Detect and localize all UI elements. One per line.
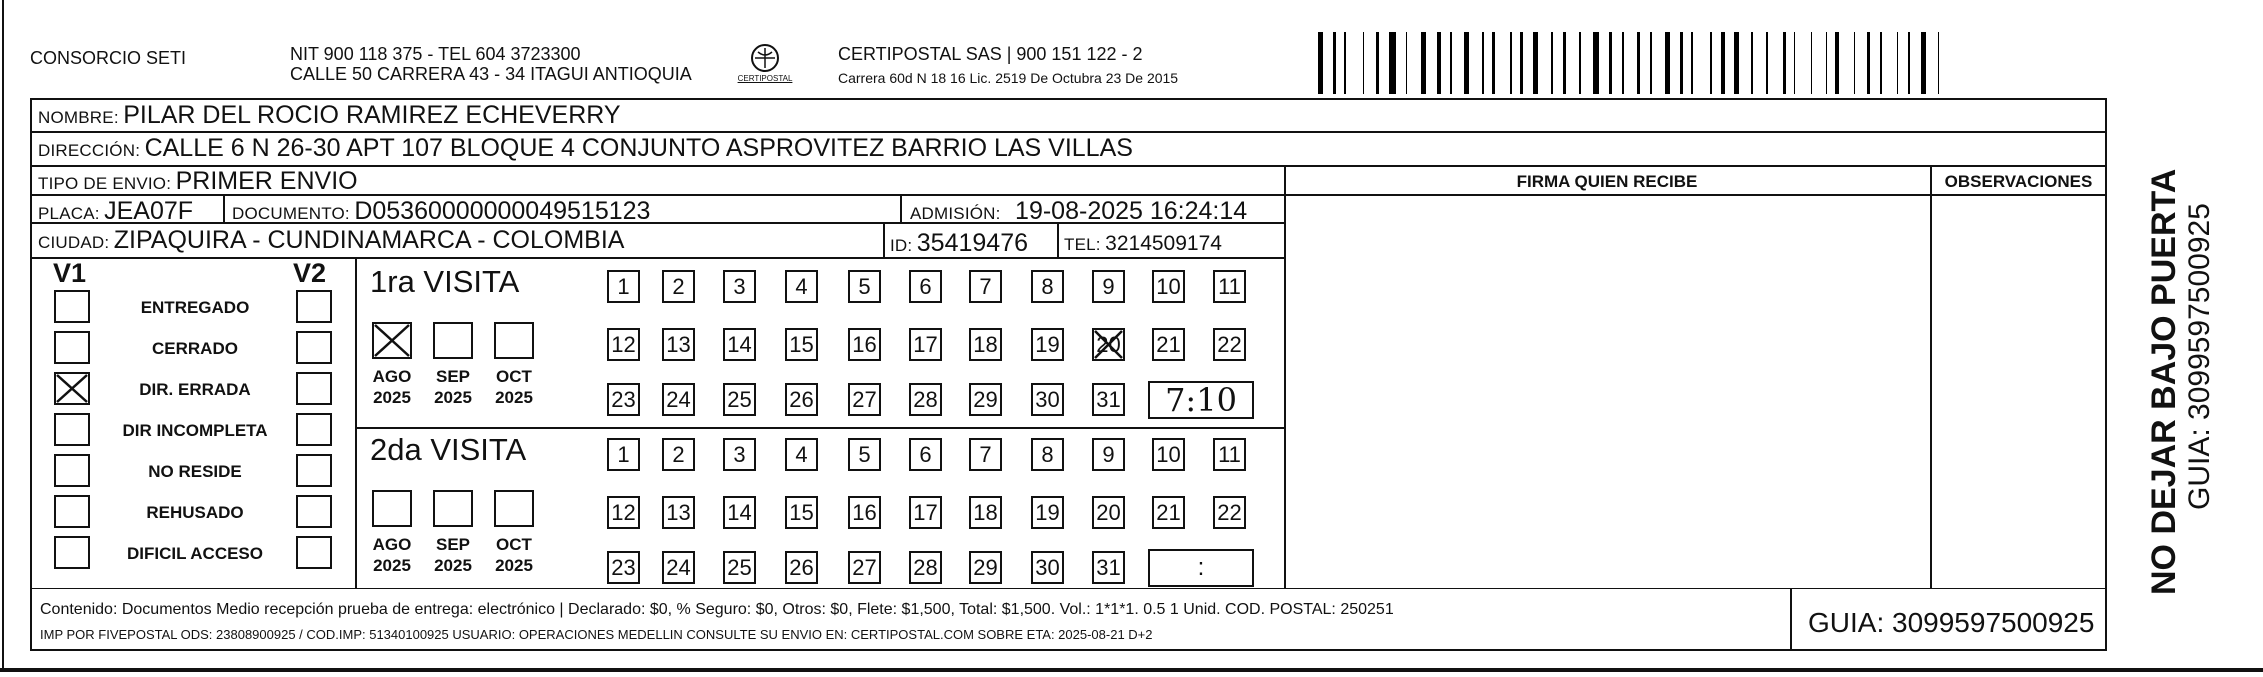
id-label: ID: — [890, 236, 913, 255]
second-visit-day-box[interactable]: 22 — [1213, 496, 1246, 529]
tel-label: TEL: — [1064, 235, 1101, 254]
logo-text: CERTIPOSTAL — [737, 74, 793, 83]
barcode-bar — [1716, 32, 1719, 94]
barcode-bar — [1544, 32, 1546, 94]
first-visit-month-checkbox[interactable] — [433, 322, 473, 359]
first-visit-day-box[interactable]: 16 — [848, 328, 881, 361]
status-label: NO RESIDE — [148, 462, 242, 481]
ciudad-label: CIUDAD: — [38, 233, 110, 252]
barcode-bar — [1352, 32, 1357, 94]
barcode-bar — [1622, 32, 1624, 94]
first-visit-day-box[interactable]: 6 — [909, 270, 942, 303]
v1-label: V1 — [53, 258, 87, 288]
barcode-bar — [1603, 32, 1605, 94]
x-mark-icon — [1092, 328, 1125, 361]
first-visit-day-box[interactable]: 11 — [1213, 270, 1246, 303]
ciudad-field — [38, 226, 624, 255]
second-visit-day-box[interactable]: 16 — [848, 496, 881, 529]
day-number: 20 — [1096, 332, 1121, 357]
company-name: CONSORCIO SETI — [30, 48, 187, 68]
barcode-bar — [1921, 32, 1926, 94]
second-visit-day-box[interactable]: 5 — [848, 438, 881, 471]
barcode-bar — [1458, 32, 1460, 94]
month-year: 2025 — [434, 388, 472, 407]
x-mark-icon — [54, 372, 90, 405]
second-visit-day-box[interactable]: 21 — [1152, 496, 1185, 529]
second-visit-day-box[interactable]: 11 — [1213, 438, 1246, 471]
barcode-bar — [1555, 32, 1558, 94]
second-visit-day-box[interactable]: 14 — [723, 496, 756, 529]
barcode — [1318, 32, 1953, 94]
first-visit-day-box[interactable]: 12 — [607, 328, 640, 361]
v1-status-checkbox[interactable] — [54, 331, 90, 364]
second-visit-month-checkbox[interactable] — [494, 490, 534, 527]
barcode-bar — [1333, 32, 1336, 94]
visit-row-divider — [355, 427, 1284, 429]
barcode-bar — [1533, 32, 1538, 94]
contenido-line: Contenido: Documentos Medio recepción prueba de entrega: electrónico | Declarado: $0, % Seguro: $0, Otros: $0, Flete: $1,500, Total: $1,500. Vol.: 1*1*1. 0.5 1 Unid. COD. POSTAL: 250251 — [40, 601, 1394, 618]
barcode-bar — [1450, 32, 1452, 94]
second-visit-day-box[interactable]: 29 — [969, 551, 1002, 584]
firma-header: FIRMA QUIEN RECIBE — [1516, 172, 1698, 191]
month-year: 2025 — [373, 388, 411, 407]
tel-value: 3214509174 — [1105, 232, 1222, 255]
first-visit-day-box[interactable]: 18 — [969, 328, 1002, 361]
barcode-bar — [1318, 32, 1323, 94]
first-visit-time-box[interactable]: 7:10 — [1148, 381, 1254, 419]
first-visit-day-box[interactable]: 24 — [662, 383, 695, 416]
barcode-bar — [1482, 32, 1484, 94]
barcode-bar — [1579, 32, 1581, 94]
v1-status-checkbox[interactable] — [54, 413, 90, 446]
barcode-bar — [1650, 32, 1652, 94]
nombre-field — [38, 101, 621, 130]
v1-status-checkbox[interactable] — [54, 495, 90, 528]
barcode-bar — [1402, 32, 1404, 94]
month-year: 2025 — [495, 556, 533, 575]
first-visit-day-box[interactable]: 26 — [785, 383, 818, 416]
documento-value: D05360000000049515123 — [354, 197, 651, 225]
first-visit-month-label — [423, 366, 483, 408]
first-visit-day-box[interactable]: 7 — [969, 270, 1002, 303]
second-visit-day-box[interactable]: 18 — [969, 496, 1002, 529]
barcode-bar — [1685, 32, 1687, 94]
second-visit-day-box[interactable]: 30 — [1031, 551, 1064, 584]
second-visit-time-box[interactable]: : — [1148, 549, 1254, 587]
first-visit-day-box[interactable]: 19 — [1031, 328, 1064, 361]
tipo-value: PRIMER ENVIO — [175, 167, 358, 195]
barcode-bar — [1646, 32, 1648, 94]
barcode-bar — [1637, 32, 1640, 94]
placa-value: JEA07F — [104, 197, 194, 225]
first-visit-day-box[interactable]: 3 — [723, 270, 756, 303]
v2-status-checkbox[interactable] — [296, 372, 332, 405]
v2-status-checkbox[interactable] — [296, 331, 332, 364]
first-visit-day-box[interactable]: 13 — [662, 328, 695, 361]
month-year: 2025 — [495, 388, 533, 407]
barcode-bar — [1628, 32, 1633, 94]
barcode-bar — [1563, 32, 1566, 94]
barcode-bar — [1570, 32, 1575, 94]
second-visit-day-box[interactable]: 26 — [785, 551, 818, 584]
barcode-bar — [1527, 32, 1529, 94]
barcode-bar — [1811, 32, 1813, 94]
page-bottom-rule — [0, 668, 2263, 672]
documento-label: DOCUMENTO: — [232, 204, 350, 223]
x-mark-icon — [372, 322, 412, 359]
first-visit-day-box[interactable]: 14 — [723, 328, 756, 361]
barcode-bar — [1492, 32, 1495, 94]
barcode-bar — [1609, 32, 1612, 94]
direccion-value: CALLE 6 N 26-30 APT 107 BLOQUE 4 CONJUNTO ASPROVITEZ BARRIO LAS VILLAS — [144, 134, 1133, 162]
barcode-bar — [1880, 32, 1882, 94]
barcode-bar — [1897, 32, 1899, 94]
second-visit-day-box[interactable]: 24 — [662, 551, 695, 584]
v1-status-checkbox[interactable] — [54, 372, 90, 405]
barcode-bar — [1674, 32, 1676, 94]
tipo-label: TIPO DE ENVIO: — [38, 174, 172, 193]
barcode-bar — [1338, 32, 1340, 94]
address-line: CALLE 50 CARRERA 43 - 34 ITAGUI ANTIOQUIA — [290, 64, 692, 84]
v1-status-checkbox[interactable] — [54, 536, 90, 569]
first-visit-day-box[interactable]: 4 — [785, 270, 818, 303]
license-line: Carrera 60d N 18 16 Lic. 2519 De Octubra 23 De 2015 — [838, 70, 1179, 86]
footer-guia-divider — [1790, 589, 1792, 651]
barcode-bar — [1872, 32, 1875, 94]
barcode-bar — [1801, 32, 1806, 94]
barcode-bar — [1376, 32, 1379, 94]
nombre-label: NOMBRE: — [38, 108, 119, 127]
barcode-bar — [1888, 32, 1893, 94]
second-visit-day-box[interactable]: 12 — [607, 496, 640, 529]
barcode-bar — [1783, 32, 1786, 94]
v1-status-checkbox[interactable] — [54, 290, 90, 323]
side-guia: GUIA: 3099597500925 — [2183, 203, 2216, 510]
first-visit-day-box[interactable] — [1092, 328, 1125, 361]
barcode-bar — [1445, 32, 1448, 94]
barcode-bar — [1902, 32, 1905, 94]
direccion-label: DIRECCIÓN: — [38, 141, 141, 160]
barcode-bar — [1816, 32, 1819, 94]
v2-status-checkbox[interactable] — [296, 290, 332, 323]
imp-line: IMP POR FIVEPOSTAL ODS: 23808900925 / COD.IMP: 51340100925 USUARIO: OPERACIONES MEDELLIN CONSULTE SU ENVIO EN: CERTIPOSTAL.COM SOBRE ETA: 2025-08-21 D+2 — [40, 627, 1153, 642]
barcode-bar — [1867, 32, 1870, 94]
observaciones-header: OBSERVACIONES — [1944, 172, 2093, 191]
second-visit-month-checkbox[interactable] — [372, 490, 412, 527]
nombre-value: PILAR DEL ROCIO RAMIREZ ECHEVERRY — [123, 101, 621, 129]
barcode-bar — [1757, 32, 1760, 94]
barcode-bar — [1656, 32, 1659, 94]
second-visit-day-box[interactable]: 20 — [1092, 496, 1125, 529]
month-name: OCT — [496, 535, 532, 554]
first-visit-month-checkbox[interactable] — [372, 322, 412, 359]
first-visit-day-box[interactable]: 23 — [607, 383, 640, 416]
first-visit-day-box[interactable]: 2 — [662, 270, 695, 303]
first-visit-day-box[interactable]: 31 — [1092, 383, 1125, 416]
second-visit-day-box[interactable]: 19 — [1031, 496, 1064, 529]
barcode-bar — [1861, 32, 1863, 94]
cell-divider — [223, 194, 225, 222]
first-visit-day-box[interactable]: 30 — [1031, 383, 1064, 416]
barcode-bar — [1835, 32, 1838, 94]
barcode-bar — [1794, 32, 1796, 94]
barcode-bar — [1585, 32, 1587, 94]
status-label: DIR INCOMPLETA — [122, 421, 268, 440]
status-label: ENTREGADO — [140, 298, 250, 317]
first-visit-day-box[interactable]: 25 — [723, 383, 756, 416]
second-visit-day-box[interactable]: 25 — [723, 551, 756, 584]
second-visit-day-box[interactable]: 27 — [848, 551, 881, 584]
month-name: AGO — [372, 367, 412, 386]
second-visit-day-box[interactable]: 2 — [662, 438, 695, 471]
barcode-bar — [1510, 32, 1512, 94]
row-divider — [30, 222, 1284, 224]
barcode-bar — [1363, 32, 1365, 94]
first-visit-month-label — [362, 366, 422, 408]
barcode-bar — [1751, 32, 1753, 94]
first-visit-day-box[interactable]: 27 — [848, 383, 881, 416]
barcode-bar — [1411, 32, 1414, 94]
barcode-bar — [1327, 32, 1329, 94]
barcode-bar — [1432, 32, 1434, 94]
second-visit-day-box[interactable]: 9 — [1092, 438, 1125, 471]
status-label: REHUSADO — [146, 503, 244, 522]
barcode-bar — [1464, 32, 1469, 94]
first-visit-day-box[interactable]: 21 — [1152, 328, 1185, 361]
status-label: DIFICIL ACCESO — [126, 544, 263, 563]
barcode-bar — [1734, 32, 1739, 94]
month-name: AGO — [372, 535, 412, 554]
barcode-bar — [1344, 32, 1346, 94]
barcode-bar — [1383, 32, 1385, 94]
barcode-bar — [1368, 32, 1371, 94]
barcode-bar — [1745, 32, 1747, 94]
admision-value: 19-08-2025 16:24:14 — [1015, 197, 1248, 225]
barcode-bar — [1843, 32, 1848, 94]
first-visit-day-box[interactable]: 29 — [969, 383, 1002, 416]
first-visit-day-box[interactable]: 28 — [909, 383, 942, 416]
barcode-bar — [1593, 32, 1600, 94]
barcode-bar — [1826, 32, 1828, 94]
cell-divider — [900, 194, 902, 222]
barcode-bar — [1943, 32, 1946, 94]
first-visit-day-box[interactable]: 17 — [909, 328, 942, 361]
obs-left-divider — [1930, 165, 1932, 589]
barcode-bar — [1729, 32, 1731, 94]
v2-status-checkbox[interactable] — [296, 495, 332, 528]
first-visit-day-box[interactable]: 15 — [785, 328, 818, 361]
courier-line: CERTIPOSTAL SAS | 900 151 122 - 2 — [838, 44, 1143, 64]
first-visit-day-box[interactable]: 5 — [848, 270, 881, 303]
ciudad-value: ZIPAQUIRA - CUNDINAMARCA - COLOMBIA — [113, 226, 625, 254]
second-visit-day-box[interactable]: 8 — [1031, 438, 1064, 471]
second-visit-day-box[interactable]: 13 — [662, 496, 695, 529]
second-visit-day-box[interactable]: 1 — [607, 438, 640, 471]
barcode-bar — [1829, 32, 1831, 94]
status-label: CERRADO — [152, 339, 238, 358]
barcode-bar — [1665, 32, 1670, 94]
cell-divider — [883, 222, 885, 258]
page-left-rule — [2, 0, 4, 668]
second-visit-day-box[interactable]: 17 — [909, 496, 942, 529]
second-visit-day-box[interactable]: 23 — [607, 551, 640, 584]
barcode-bar — [1916, 32, 1918, 94]
row-divider — [30, 257, 1284, 259]
direccion-field — [38, 134, 1133, 163]
barcode-bar — [1854, 32, 1856, 94]
first-visit-month-label — [484, 366, 544, 408]
v1-status-checkbox[interactable] — [54, 454, 90, 487]
v2-status-checkbox[interactable] — [296, 413, 332, 446]
second-visit-month-label — [423, 534, 483, 576]
first-visit-title: 1ra VISITA — [370, 264, 520, 299]
barcode-bar — [1772, 32, 1779, 94]
month-name: SEP — [435, 535, 471, 554]
nit-line: NIT 900 118 375 - TEL 604 3723300 — [290, 44, 581, 64]
footer-guia: GUIA: 3099597500925 — [1808, 607, 2095, 638]
second-visit-day-box[interactable]: 28 — [909, 551, 942, 584]
barcode-bar — [1766, 32, 1768, 94]
id-field — [890, 229, 1028, 258]
barcode-bar — [1516, 32, 1518, 94]
first-visit-day-box[interactable]: 8 — [1031, 270, 1064, 303]
barcode-bar — [1520, 32, 1523, 94]
v2-label: V2 — [293, 258, 327, 288]
placa-label: PLACA: — [38, 204, 100, 223]
visit-divider — [355, 257, 357, 589]
certipostal-logo — [735, 40, 795, 90]
barcode-bar — [1721, 32, 1724, 94]
month-name: SEP — [435, 367, 471, 386]
cell-divider — [1057, 222, 1059, 258]
tipo-envio-field — [38, 167, 358, 196]
second-visit-day-box[interactable]: 10 — [1152, 438, 1185, 471]
row-divider — [30, 131, 2107, 133]
barcode-bar — [1499, 32, 1504, 94]
first-visit-month-checkbox[interactable] — [494, 322, 534, 359]
month-year: 2025 — [434, 556, 472, 575]
first-visit-day-box[interactable]: 22 — [1213, 328, 1246, 361]
barcode-bar — [1437, 32, 1440, 94]
barcode-bar — [1699, 32, 1704, 94]
second-visit-month-checkbox[interactable] — [433, 490, 473, 527]
month-name: OCT — [496, 367, 532, 386]
second-visit-day-box[interactable]: 7 — [969, 438, 1002, 471]
barcode-bar — [1691, 32, 1693, 94]
v2-status-checkbox[interactable] — [296, 454, 332, 487]
barcode-bar — [1938, 32, 1940, 94]
side-warning: NO DEJAR BAJO PUERTA — [2145, 168, 2183, 595]
first-visit-day-box[interactable]: 1 — [607, 270, 640, 303]
barcode-bar — [1486, 32, 1488, 94]
barcode-bar — [1680, 32, 1683, 94]
firma-left-divider — [1284, 165, 1286, 589]
barcode-bar — [1473, 32, 1476, 94]
second-visit-day-box[interactable]: 15 — [785, 496, 818, 529]
second-visit-month-label — [484, 534, 544, 576]
id-value: 35419476 — [916, 229, 1029, 257]
barcode-bar — [1932, 32, 1935, 94]
second-visit-day-box[interactable]: 3 — [723, 438, 756, 471]
first-visit-day-box[interactable]: 10 — [1152, 270, 1185, 303]
barcode-bar — [1908, 32, 1910, 94]
second-visit-day-box[interactable]: 31 — [1092, 551, 1125, 584]
barcode-bar — [1421, 32, 1426, 94]
v2-status-checkbox[interactable] — [296, 536, 332, 569]
second-visit-title: 2da VISITA — [370, 432, 527, 467]
status-label: DIR. ERRADA — [139, 380, 251, 399]
barcode-bar — [1551, 32, 1553, 94]
row-divider — [30, 194, 2107, 196]
tel-field — [1064, 232, 1222, 256]
barcode-bar — [1710, 32, 1712, 94]
barcode-bar — [1788, 32, 1790, 94]
second-visit-day-box[interactable]: 6 — [909, 438, 942, 471]
second-visit-day-box[interactable]: 4 — [785, 438, 818, 471]
barcode-bar — [1389, 32, 1396, 94]
first-visit-day-box[interactable]: 9 — [1092, 270, 1125, 303]
barcode-bar — [1614, 32, 1616, 94]
admision-label: ADMISIÓN: — [910, 204, 1001, 223]
month-year: 2025 — [373, 556, 411, 575]
barcode-bar — [1406, 32, 1408, 94]
second-visit-month-label — [362, 534, 422, 576]
